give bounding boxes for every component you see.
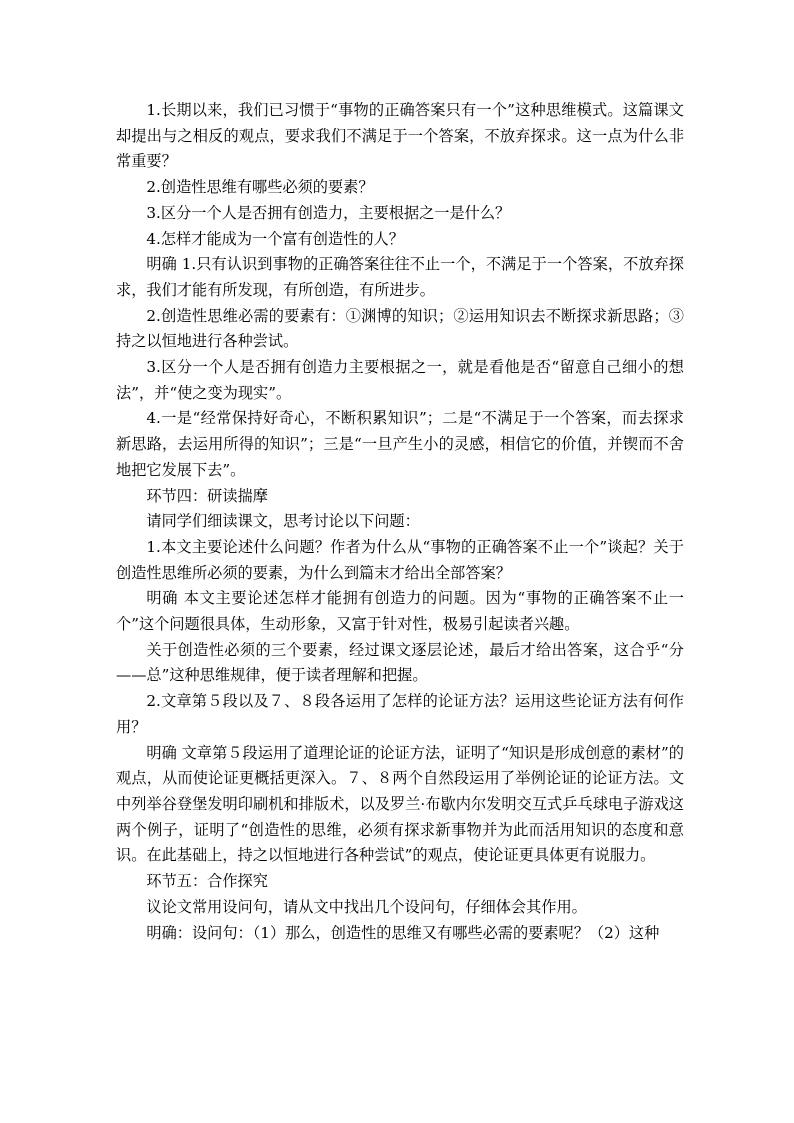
exploration-task: 议论文常用设问句，请从文中找出几个设问句，仔细体会其作用。 — [146, 897, 587, 916]
document-page — [116, 98, 684, 946]
discussion-question-1: 1.本文主要论述什么问题？作者为什么从“事物的正确答案不止一个”谈起？关于创造性思维所必须的要素，为什么到篇末才给出全部答案？ — [116, 537, 684, 582]
discussion-answer-1-continued: 关于创造性必须的三个要素，经过课文逐层论述，最后才给出答案，这合乎“分——总”这种思维规律，便于读者理解和把握。 — [116, 640, 684, 685]
section-heading-5: 环节五：合作探究 — [146, 872, 268, 891]
question-4: 4.怎样才能成为一个富有创造性的人？ — [146, 229, 404, 248]
question-2: 2.创造性思维有哪些必须的要素？ — [146, 178, 374, 197]
discussion-question-2: 2.文章第５段以及７、８段各运用了怎样的论证方法？运用这些论证方法有何作用？ — [116, 692, 684, 736]
exploration-answer: 明确：设问句：（1）那么，创造性的思维又有哪些必需的要素呢？（2）这种 — [146, 923, 660, 942]
answer-3: 3.区分一个人是否拥有创造力主要根据之一，就是看他是否“留意自己细小的想法”，并“使之变为现实”。 — [116, 358, 684, 402]
question-1: 1.长期以来，我们已习惯于“事物的正确答案只有一个”这种思维模式。这篇课文却提出与之相反的观点，要求我们不满足于一个答案，不放弃探求。这一点为什么非常重要？ — [116, 101, 684, 171]
discussion-answer-2: 明确 文章第５段运用了道理论证的论证方法，证明了“知识是形成创意的素材”的观点，从而使论证更概括更深入。７、８两个自然段运用了举例论证的论证方法。文中列举谷登堡发明印刷机和排版术，以及罗兰·布歇内尔发明交互式乒乓球电子游戏这两个例子，证明了“创造性的思维，必须有探求新事物并为此而活用知识的态度和意识。在此基础上，持之以恒地进行各种尝试”的观点，使论证更具体更有说服力。 — [116, 743, 684, 865]
section-heading-4: 环节四：研读揣摩 — [146, 486, 268, 505]
instruction-paragraph: 请同学们细读课文，思考讨论以下问题： — [146, 512, 420, 531]
discussion-answer-1: 明确 本文主要论述怎样才能拥有创造力的问题。因为“事物的正确答案不止一个”这个问题很具体，生动形象，又富于针对性，极易引起读者兴趣。 — [116, 589, 684, 634]
answer-1: 明确 1.只有认识到事物的正确答案往往不止一个，不满足于一个答案，不放弃探求，我们才能有所发现，有所创造，有所进步。 — [116, 255, 684, 299]
answer-4: 4.一是“经常保持好奇心，不断积累知识”；二是“不满足于一个答案，而去探求新思路，去运用所得的知识”；三是“一旦产生小的灵感，相信它的价值，并锲而不舍地把它发展下去”。 — [116, 409, 684, 479]
answer-2: 2.创造性思维必需的要素有：①渊博的知识；②运用知识去不断探求新思路；③持之以恒地进行各种尝试。 — [116, 306, 684, 351]
question-3: 3.区分一个人是否拥有创造力，主要根据之一是什么？ — [146, 203, 511, 222]
